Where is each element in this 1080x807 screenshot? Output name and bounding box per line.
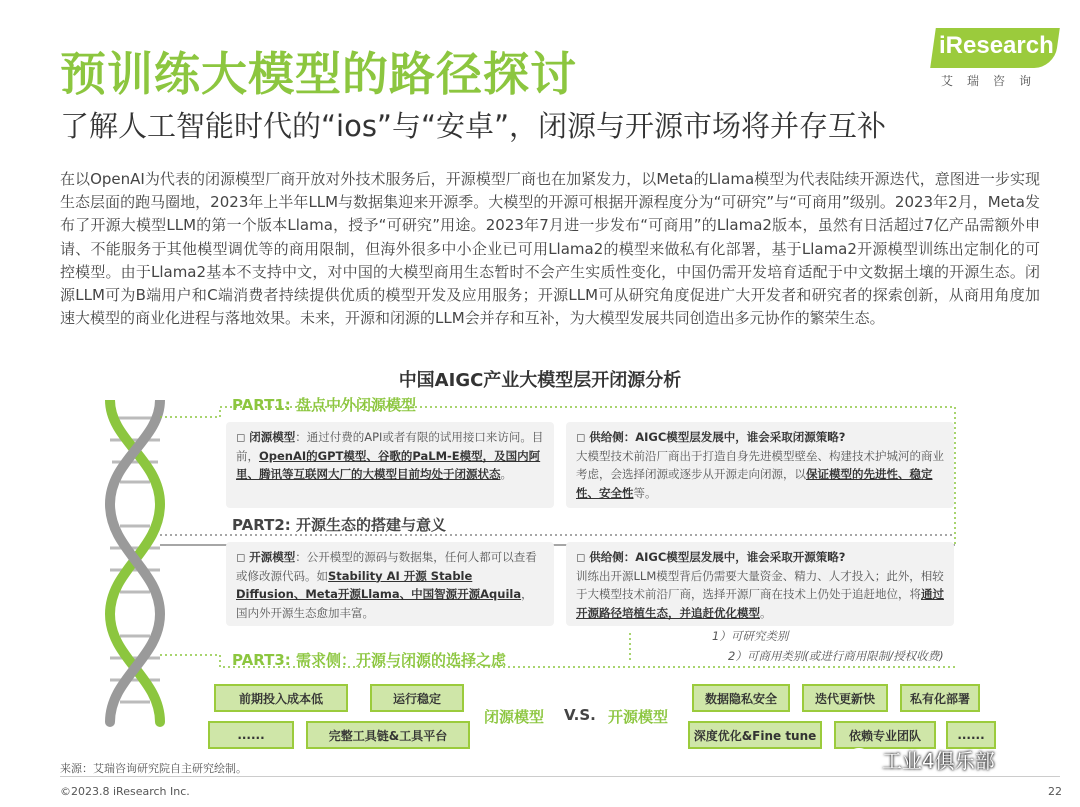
part2-heading: PART2: 开源生态的搭建与意义: [232, 516, 446, 534]
part2-open-model-box: [226, 542, 554, 626]
logo-cn: 艾瑞咨询: [941, 74, 1046, 88]
part1-closed-model-box: [226, 422, 554, 508]
intro-paragraph: 在以OpenAI为代表的闭源模型厂商开放对外技术服务后，开源模型厂商也在加紧发力，以Meta的Llama模型为代表陆续开源迭代，意图进一步实现生态层面的跑马圈地，2023年上半年LLM与数据集迎来开源季。大模型的开源可根据开源程度分为“可研究”与“可商用”级别。2023年2月，Meta发布了开源大模型LLM的第一个版本Llama，授予“可研究”用途。2023年7月进一步发布“可商用”的Llama2版本，虽然有日活超过7亿产品需额外申请、不能服务于其他模型调优等的商用限制，但海外很多中小企业已可用Llama2的模型来做私有化部署，基于Llama2开源模型训练出定制化的可控模型。由于Llama2基本不支持中文，对中国的大模型商用生态暂时不会产生实质性变化，中国仍需开发培育适配于中文数据土壤的开源生态。闭源LLM可为B端用户和C端消费者持续提供优质的模型开发及应用服务；开源LLM可从研究角度促进广大开发者和研究者的探索创新，从商用角度加速大模型的商业化进程与落地效果。未来，开源和闭源的LLM会并存和互补，为大模型发展共同创造出多元协作的繁荣生态。: [60, 170, 1040, 328]
iresearch-logo: [933, 28, 1061, 90]
part2-left-text: ：公开模型的源码与数据集，任何人都可以查看或修改源代码。如: [236, 550, 537, 583]
logo-brand: iResearch: [939, 32, 1054, 59]
part1-heading: PART1: 盘点中外闭源模型: [232, 396, 416, 414]
wechat-icon: [848, 748, 876, 770]
footer-divider: [60, 776, 1060, 777]
part2-right-label: 供给侧：AIGC模型层发展中，谁会采取开源策略?: [589, 550, 846, 564]
watermark-text: 工业4俱乐部: [882, 749, 995, 773]
part1-right-text: 大模型技术前沿厂商出于打造自身先进模型壁垒、构建技术护城河的商业考虑，会选择闭源或逐步从开源走向闭源，以: [576, 448, 944, 481]
open-tag: ......: [946, 721, 996, 749]
part2-right-highlight: 通过开源路径培植生态，并追赶优化模型: [576, 587, 944, 620]
source-note: 来源：艾瑞咨询研究院自主研究绘制。: [60, 762, 247, 775]
checkbox-icon: ◻: [576, 550, 590, 564]
note-research-category: 1）可研究类别: [712, 629, 789, 643]
closed-model-label: 闭源模型: [484, 708, 545, 726]
part2-right-text: 训练出开源LLM模型背后仍需要大量资金、精力、人才投入；此外，相较于大模型技术前沿厂商，选择开源厂商在技术上仍处于追赶地位，将: [576, 568, 944, 601]
part2-supply-side-box: [566, 542, 954, 626]
part1-left-label: 闭源模型: [249, 430, 296, 444]
closed-tag: 完整工具链&工具平台: [306, 721, 470, 749]
closed-tag: ......: [208, 721, 294, 749]
part1-right-highlight: 保证模型的先进性、稳定性、安全性: [576, 467, 933, 500]
copyright: ©2023.8 iResearch Inc.: [60, 785, 190, 798]
part2-left-end: ，国内外开源生态愈加丰富。: [236, 587, 533, 620]
closed-tag: 运行稳定: [370, 684, 464, 712]
open-model-label: 开源模型: [608, 708, 669, 726]
checkbox-icon: ◻: [576, 430, 590, 444]
part1-right-label: 供给侧：AIGC模型层发展中，谁会采取闭源策略?: [589, 430, 846, 444]
part1-left-end: 。: [500, 467, 512, 481]
open-tag: 依赖专业团队: [834, 721, 936, 749]
checkbox-icon: ◻: [236, 550, 250, 564]
checkbox-icon: ◻: [236, 430, 250, 444]
note-commercial-category: 2）可商用类别(或进行商用限制/授权收费): [728, 649, 944, 663]
closed-tag: 前期投入成本低: [214, 684, 348, 712]
part3-heading: PART3: 需求侧：开源与闭源的选择之虑: [232, 651, 506, 669]
part1-left-highlight: OpenAI的GPT模型、谷歌的PaLM-E模型，及国内阿里、腾讯等互联网大厂的大模型目前均处于闭源状态: [236, 448, 541, 481]
page-title: 预训练大模型的路径探讨: [60, 47, 577, 101]
vs-label: V.S.: [564, 706, 596, 724]
part2-left-label: 开源模型: [249, 550, 296, 564]
open-tag: 迭代更新快: [802, 684, 888, 712]
open-tag: 私有化部署: [900, 684, 980, 712]
part2-right-end: 。: [760, 605, 772, 620]
page-number: 22: [1048, 785, 1062, 798]
part1-left-text: ：通过付费的API或者有限的试用接口来访问。目前，: [236, 430, 544, 463]
open-tag: 数据隐私安全: [692, 684, 790, 712]
open-tag: 深度优化&Fine tune: [688, 721, 822, 749]
chart-title: 中国AIGC产业大模型层开闭源分析: [398, 370, 682, 391]
part1-supply-side-box: [566, 422, 954, 508]
page-subtitle: 了解人工智能时代的“ios”与“安卓”，闭源与开源市场将并存互补: [60, 109, 887, 143]
part2-left-highlight: Stability AI 开源 Stable Diffusion、Meta开源Llama、中国智源开源Aquila: [236, 568, 522, 601]
part1-right-end: 等。: [633, 485, 657, 500]
